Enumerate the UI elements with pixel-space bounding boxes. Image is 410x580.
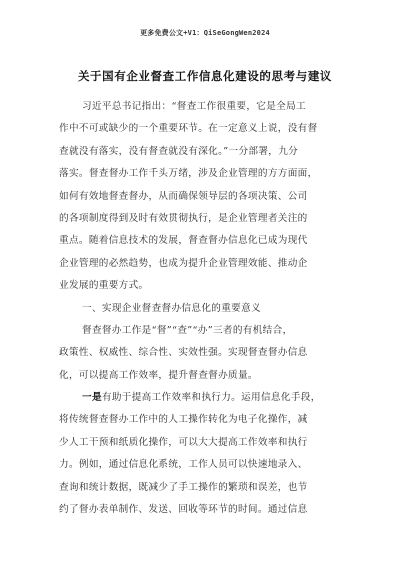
lead-bold-text: 一是 xyxy=(82,392,102,404)
body-line: 查询和统计数据，既减少了手工操作的繁琐和误差，也节 xyxy=(59,481,308,493)
body-line: 的各项制度得到及时有效贯彻执行，是企业管理者关注的 xyxy=(59,212,308,224)
body-line: 重点。随着信息技术的发展，督查督办信息化已成为现代 xyxy=(59,235,308,247)
body-line: 落实。督查督办工作千头万绪，涉及企业管理的方方面面， xyxy=(59,168,318,180)
body-line: 查就没有落实，没有督查就没有深化。”一分部署，九分 xyxy=(59,145,299,157)
body-line: 如何有效地督查督办，从而确保领导层的各项决策、公司 xyxy=(59,190,308,202)
document-body xyxy=(59,96,349,521)
body-line: 化，可以提高工作效率，提升督查督办质量。 xyxy=(59,369,258,381)
body-line: 督查督办工作是“督”“查”“办”三者的有机结合， xyxy=(82,324,293,336)
document-title: 关于国有企业督查工作信息化建设的思考与建议 xyxy=(77,69,333,83)
body-line: 力。例如，通过信息化系统，工作人员可以快速地录入、 xyxy=(59,459,308,471)
header-note: 更多免费公文+V1：QiSeGongWen2024 xyxy=(140,29,270,37)
body-line: 习近平总书记指出：“督查工作很重要，它是全局工 xyxy=(82,101,307,112)
body-line: 约了督办表单制作、发送、回收等环节的时间。通过信息 xyxy=(59,504,308,516)
body-line-lead xyxy=(59,387,349,409)
body-line: 作中不可或缺少的一个重要环节。在一定意义上说，没有督 xyxy=(59,123,318,135)
body-line: 政策性、权威性、综合性、实效性强。实现督查督办信息 xyxy=(59,347,308,359)
body-line: 将传统督查督办工作中的人工操作转化为电子化操作，减 xyxy=(59,414,308,426)
body-line: 少人工干预和纸质化操作，可以大大提高工作效率和执行 xyxy=(59,436,308,448)
body-line: 业发展的重要方式。 xyxy=(59,280,149,292)
body-line: 企业管理的必然趋势，也成为提升企业管理效能、推动企 xyxy=(59,257,308,269)
section-heading: 一、实现企业督查督办信息化的重要意义 xyxy=(82,302,261,314)
lead-line-rest: 有助于提高工作效率和执行力。运用信息化手段， xyxy=(101,392,321,404)
